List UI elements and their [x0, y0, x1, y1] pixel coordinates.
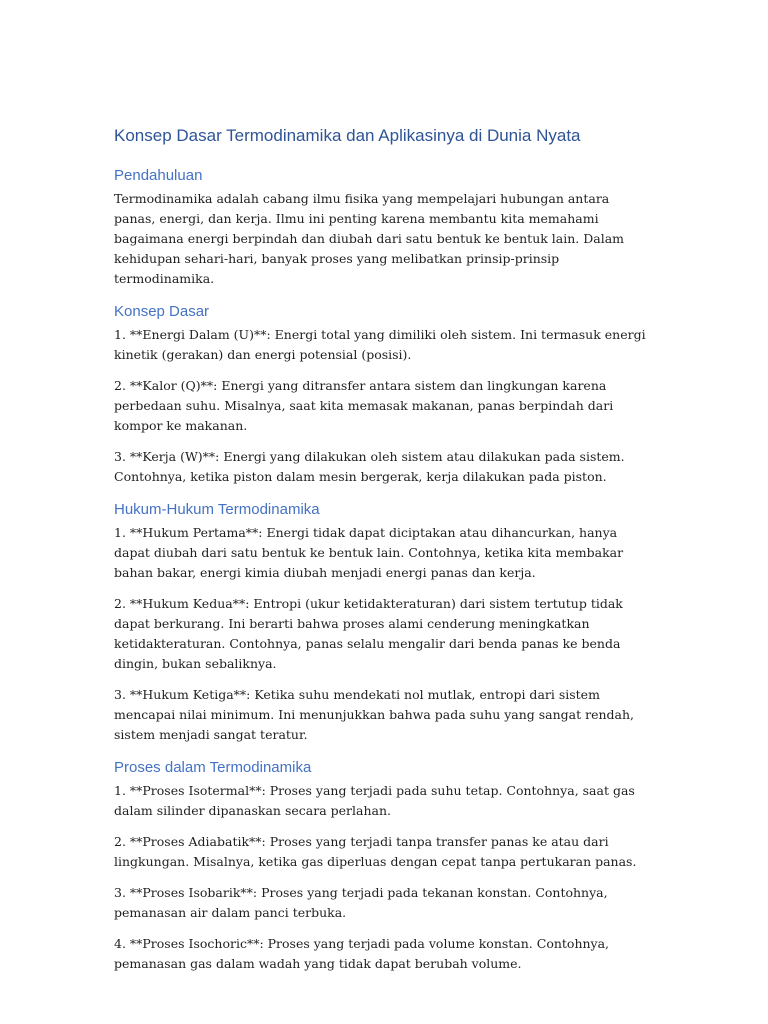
list-item: 3. **Proses Isobarik**: Proses yang terjadi pada tekanan konstan. Contohnya, pemanasan air dalam panci terbuka.	[114, 885, 608, 920]
section-heading: Pendahuluan	[114, 167, 203, 184]
list-item: 2. **Proses Adiabatik**: Proses yang terjadi tanpa transfer panas ke atau dari lingkungan. Misalnya, ketika gas diperluas dengan cepat tanpa pertukaran panas.	[114, 834, 637, 869]
list-item: 3. **Kerja (W)**: Energi yang dilakukan oleh sistem atau dilakukan pada sistem. Contohnya, ketika piston dalam mesin bergerak, kerja dilakukan pada piston.	[114, 449, 625, 484]
paragraph: Termodinamika adalah cabang ilmu fisika yang mempelajari hubungan antara panas, energi, dan kerja. Ilmu ini penting karena membantu kita memahami bagaimana energi berpindah dan diubah dari satu bentuk ke bentuk lain. Dalam kehidupan sehari-hari, banyak proses yang melibatkan prinsip-prinsip termodinamika.	[114, 191, 625, 286]
section-hukum-termodinamika	[114, 499, 654, 745]
section-heading: Hukum-Hukum Termodinamika	[114, 501, 320, 518]
list-item: 2. **Kalor (Q)**: Energi yang ditransfer antara sistem dan lingkungan karena perbedaan suhu. Misalnya, saat kita memasak makanan, panas berpindah dari kompor ke makanan.	[114, 378, 614, 433]
list-item: 2. **Hukum Kedua**: Entropi (ukur ketidakteraturan) dari sistem tertutup tidak dapat berkurang. Ini berarti bahwa proses alami cenderung meningkatkan ketidakteraturan. Contohnya, panas selalu mengalir dari benda panas ke benda dingin, bukan sebaliknya.	[114, 596, 623, 671]
section-konsep-dasar	[114, 301, 654, 487]
document-title: Konsep Dasar Termodinamika dan Aplikasinya di Dunia Nyata	[114, 126, 581, 145]
list-item: 1. **Proses Isotermal**: Proses yang terjadi pada suhu tetap. Contohnya, saat gas dalam silinder dipanaskan secara perlahan.	[114, 783, 635, 818]
section-heading: Proses dalam Termodinamika	[114, 759, 312, 776]
section-proses-termodinamika	[114, 757, 654, 974]
list-item: 1. **Hukum Pertama**: Energi tidak dapat diciptakan atau dihancurkan, hanya dapat diubah dari satu bentuk ke bentuk lain. Contohnya, ketika kita membakar bahan bakar, energi kimia diubah menjadi energi panas dan kerja.	[114, 525, 624, 580]
document-page	[114, 124, 654, 985]
list-item: 3. **Hukum Ketiga**: Ketika suhu mendekati nol mutlak, entropi dari sistem mencapai nilai minimum. Ini menunjukkan bahwa pada suhu yang sangat rendah, sistem menjadi sangat teratur.	[114, 687, 635, 742]
section-heading: Konsep Dasar	[114, 303, 210, 320]
list-item: 1. **Energi Dalam (U)**: Energi total yang dimiliki oleh sistem. Ini termasuk energi kinetik (gerakan) dan energi potensial (posisi).	[114, 327, 646, 362]
list-item: 4. **Proses Isochoric**: Proses yang terjadi pada volume konstan. Contohnya, pemanasan gas dalam wadah yang tidak dapat berubah volume.	[114, 936, 610, 971]
section-pendahuluan	[114, 165, 654, 289]
